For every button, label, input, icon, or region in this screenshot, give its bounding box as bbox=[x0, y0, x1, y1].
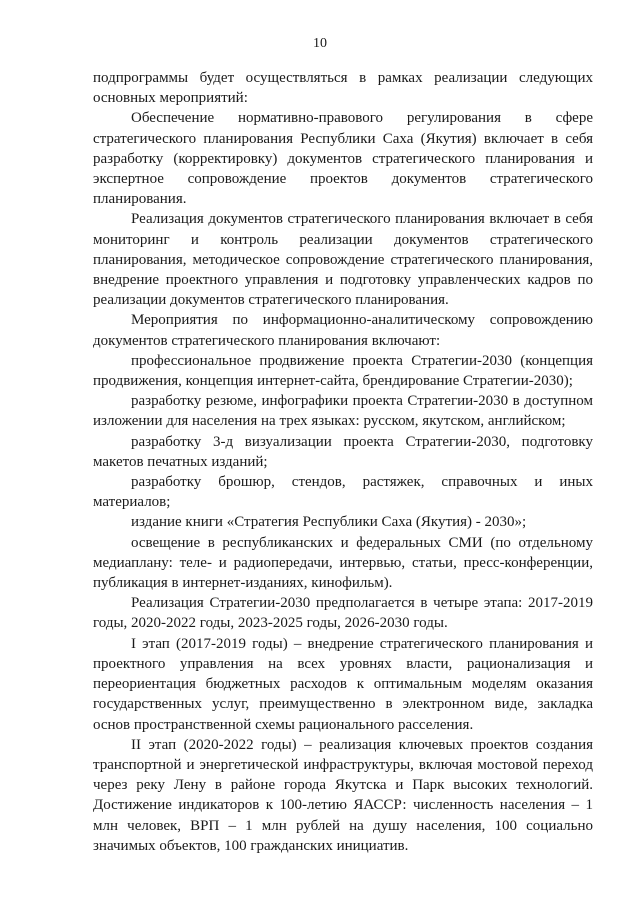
paragraph-stages: Реализация Стратегии-2030 предполагается в четыре этапа: 2017-2019 годы, 2020-2022 годы, 2023-2025 годы, 2026-2030 годы. bbox=[93, 595, 593, 632]
paragraph-stage-1: I этап (2017-2019 годы) – внедрение стратегического планирования и проектного управления на всех уровнях власти, рационализация и переориентация бюджетных расходов к оптимальным моделям оказания государственных услуг, преимущественно в электронном виде, закладка основ пространственной схемы рационального расселения. bbox=[93, 635, 593, 733]
page-number: 10 bbox=[313, 36, 327, 51]
list-item-book: издание книги «Стратегия Республики Саха (Якутия) - 2030»; bbox=[131, 514, 527, 531]
paragraph-continuation: подпрограммы будет осуществляться в рамках реализации следующих основных мероприятий: bbox=[93, 70, 593, 107]
list-item-3d-visualization: разработку 3-д визуализации проекта Стратегии-2030, подготовку макетов печатных изданий; bbox=[93, 433, 593, 470]
paragraph-stage-2: II этап (2020-2022 годы) – реализация ключевых проектов создания транспортной и энергетической инфраструктуры, включая мостовой переход через реку Лену в районе города Якутска и Парк высоких технологий. Достижение индикаторов к 100-летию ЯАССР: численность населения – 1 млн человек, ВРП – 1 млн рублей на душу населения, 100 социально значимых объектов, 100 гражданских инициатив. bbox=[93, 736, 593, 854]
list-item-summary-infographics: разработку резюме, инфографики проекта Стратегии-2030 в доступном изложении для населения на трех языках: русском, якутском, английском; bbox=[93, 393, 593, 430]
body-text bbox=[93, 68, 593, 856]
paragraph-normative-support: Обеспечение нормативно-правового регулирования в сфере стратегического планирования Республики Саха (Якутия) включает в себя разработку (корректировку) документов стратегического планирования и экспертное сопровождение проектов документов стратегического планирования. bbox=[93, 110, 593, 208]
list-item-promotion: профессиональное продвижение проекта Стратегии-2030 (концепция продвижения, концепция интернет-сайта, брендирование Стратегии-2030); bbox=[93, 352, 593, 390]
list-item-brochures: разработку брошюр, стендов, растяжек, справочных и иных материалов; bbox=[93, 474, 593, 511]
paragraph-information-measures: Мероприятия по информационно-аналитическому сопровождению документов стратегического планирования включают: bbox=[93, 312, 593, 349]
paragraph-implementation: Реализация документов стратегического планирования включает в себя мониторинг и контроль реализации документов стратегического планирования, методическое сопровождение стратегического планирования, внедрение проектного управления и подготовку управленческих кадров по реализации документов стратегического планирования. bbox=[93, 211, 593, 309]
list-item-media-coverage: освещение в республиканских и федеральных СМИ (по отдельному медиаплану: теле- и радиопередачи, интервью, статьи, пресс-конференции, публикация в интернет-изданиях, кинофильм). bbox=[93, 534, 593, 592]
